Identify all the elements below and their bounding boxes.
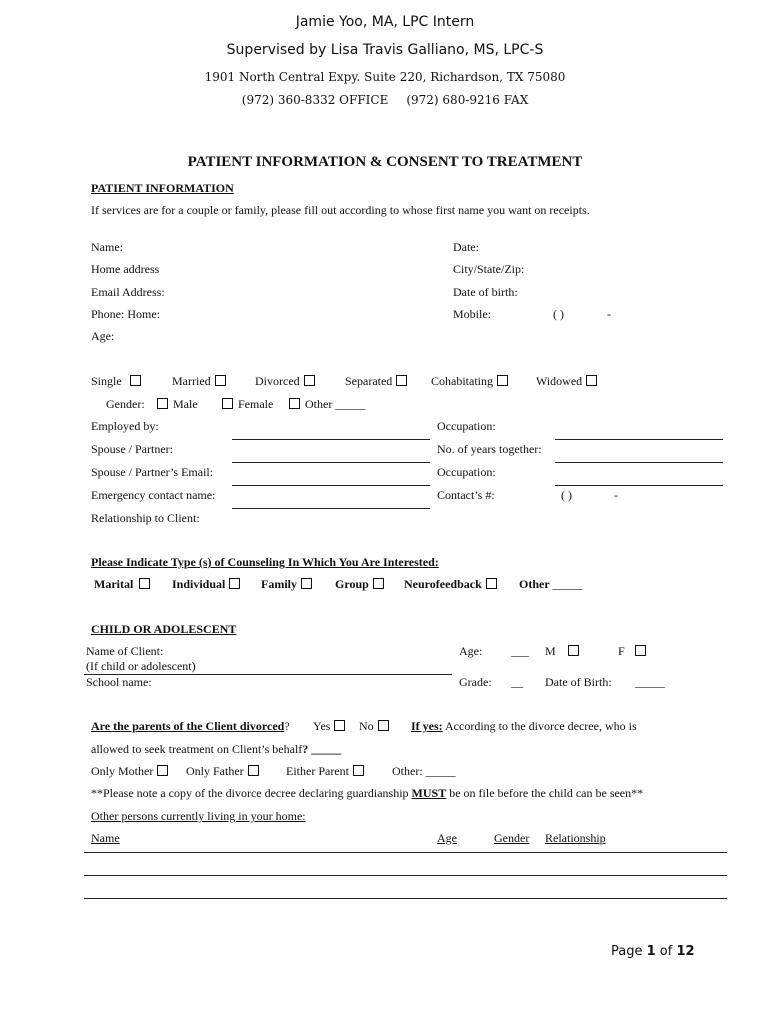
office-phone: (972) 360-8332 OFFICE [241,93,389,107]
date-of-birth-label: Date of birth: [453,285,518,299]
patient-info-heading: PATIENT INFORMATION [91,181,234,195]
decree-text: According to the divorce decree, who is [445,719,637,733]
single-checkbox[interactable] [130,375,141,386]
total-pages: 12 [676,944,695,959]
marital-cohabitating [431,374,508,389]
phone-fax-line [0,93,770,107]
marital-single [91,374,141,389]
separated-label: Separated [345,374,393,388]
note-pre: **Please note a copy of the divorce decree declaring guardianship [91,786,412,800]
child-heading: CHILD OR ADOLESCENT [91,622,237,636]
only-mother [91,764,168,779]
page-number [611,944,695,959]
married-checkbox[interactable] [215,375,226,386]
gender-other [289,397,365,412]
mobile-label: Mobile: [453,307,491,321]
divorced-no-checkbox[interactable] [378,720,389,731]
guardian-other-label: Other: [392,764,423,778]
divorce-question-mark: ? [284,719,290,733]
note-post: be on file before the child can be seen** [446,786,644,800]
m-label: M [545,644,556,658]
contact-dash: - [614,488,618,502]
only-father [186,764,259,779]
client-name-label: Name of Client: [86,644,164,658]
if-yes-label: If yes: [411,719,443,733]
school-name-label: School name: [86,675,152,689]
guardian-other-blank[interactable]: _____ [425,764,456,778]
counseling-group [335,577,384,592]
f-label: F [618,644,625,658]
occupation-line[interactable] [555,439,723,440]
note-must: MUST [411,786,447,800]
counselor-name: Jamie Yoo, MA, LPC Intern [295,14,475,30]
name-label: Name: [91,240,123,254]
allowed-question-mark: ? [302,742,309,756]
child-age-label: Age: [459,644,483,658]
household-col-gender: Gender [494,831,530,845]
marital-married [172,374,226,389]
supervisor-line: Supervised by Lisa Travis Galliano, MS, LPC-S [226,42,544,58]
household-heading: Other persons currently living in your home: [91,809,306,823]
separated-checkbox[interactable] [396,375,407,386]
guardian-other [392,764,456,779]
if-yes-text [411,719,637,734]
office-address: 1901 North Central Expy. Suite 220, Richardson, TX 75080 [204,70,566,84]
marital-widowed [536,374,597,389]
email-label: Email Address: [91,285,165,299]
fax-number: (972) 680-9216 FAX [406,93,529,107]
counseling-neurofeedback-checkbox[interactable] [486,578,497,589]
male-label: Male [173,397,198,411]
divorced-label: Divorced [255,374,300,388]
other-gender-label: Other [305,397,333,411]
only-mother-label: Only Mother [91,764,154,778]
counseling-individual-label: Individual [172,577,226,591]
divorce-question-text: Are the parents of the Client divorced [91,719,285,733]
male-checkbox[interactable] [157,398,168,409]
counseling-individual-checkbox[interactable] [229,578,240,589]
guardianship-note [91,786,643,801]
cohabitating-label: Cohabitating [431,374,493,388]
patient-info-instructions: If services are for a couple or family, please fill out according to whose first name you want on receipts. [91,203,590,217]
household-row-line[interactable] [84,898,727,899]
counseling-family [261,577,312,592]
spouse-occupation-label: Occupation: [437,465,496,479]
f-checkbox[interactable] [635,645,646,656]
divorced-checkbox[interactable] [304,375,315,386]
allowed-treatment [91,742,341,757]
emergency-contact-label: Emergency contact name: [91,488,216,502]
employed-by-label: Employed by: [91,419,159,433]
household-row-line[interactable] [84,852,727,853]
page-word: Page [611,944,647,959]
current-page: 1 [646,944,656,959]
divorced-yes [313,719,345,734]
other-gender-checkbox[interactable] [289,398,300,409]
only-mother-checkbox[interactable] [157,765,168,776]
spouse-email-line[interactable] [232,485,430,486]
contact-number-label: Contact’s #: [437,488,495,502]
counseling-marital [94,577,150,592]
gender-male [157,397,198,412]
of-word: of [655,944,677,959]
occupation-label: Occupation: [437,419,496,433]
spouse-label: Spouse / Partner: [91,442,173,456]
counseling-other-blank[interactable]: _____ [552,577,583,591]
cohabitating-checkbox[interactable] [497,375,508,386]
child-gender-m [545,644,579,659]
counseling-heading: Please Indicate Type (s) of Counseling In Which You Are Interested: [91,555,439,569]
counseling-marital-label: Marital [94,577,134,591]
only-father-label: Only Father [186,764,244,778]
relationship-label: Relationship to Client: [91,511,200,525]
divorced-no-label: No [359,719,374,733]
spouse-email-label: Spouse / Partner’s Email: [91,465,214,479]
mobile-area-code: ( ) [553,307,564,321]
divorce-question [91,719,290,734]
child-dob-blank[interactable]: _____ [635,675,665,689]
household-col-name: Name [91,831,120,845]
age-label: Age: [91,329,115,343]
female-label: Female [238,397,274,411]
spouse-occupation-line[interactable] [555,485,723,486]
female-checkbox[interactable] [222,398,233,409]
only-father-checkbox[interactable] [248,765,259,776]
other-gender-blank[interactable]: _____ [335,397,366,411]
city-state-zip-label: City/State/Zip: [453,262,525,276]
divorced-yes-label: Yes [313,719,331,733]
either-parent-label: Either Parent [286,764,349,778]
counseling-individual [172,577,240,592]
grade-label: Grade: [459,675,492,689]
divorced-no [359,719,389,734]
m-checkbox[interactable] [568,645,579,656]
counseling-family-label: Family [261,577,297,591]
counseling-neurofeedback-label: Neurofeedback [404,577,482,591]
counseling-marital-checkbox[interactable] [139,578,150,589]
divorced-yes-checkbox[interactable] [334,720,345,731]
years-together-label: No. of years together: [437,442,542,456]
date-label: Date: [453,240,479,254]
counseling-neurofeedback [404,577,497,592]
gender-label: Gender: [106,397,145,411]
household-row-line[interactable] [84,875,727,876]
child-gender-f [618,644,646,659]
household-col-age: Age [437,831,457,845]
counseling-group-label: Group [335,577,369,591]
counseling-family-checkbox[interactable] [301,578,312,589]
child-dob-label: Date of Birth: [545,675,612,689]
client-name-note: (If child or adolescent) [86,659,196,673]
married-label: Married [172,374,211,388]
either-parent [286,764,364,779]
grade-blank[interactable]: __ [511,675,523,689]
home-phone-label: Phone: Home: [91,307,160,321]
widowed-checkbox[interactable] [586,375,597,386]
counseling-other-label: Other [519,577,550,591]
allowed-blank[interactable]: _____ [311,742,342,756]
marital-separated [345,374,407,389]
spouse-line[interactable] [232,462,430,463]
allowed-text: allowed to seek treatment on Client’s behalf [91,742,303,756]
single-label: Single [91,374,122,388]
form-title: PATIENT INFORMATION & CONSENT TO TREATMENT [187,154,583,170]
emergency-contact-line[interactable] [232,508,430,509]
mobile-dash: - [607,307,611,321]
contact-area-code: ( ) [561,488,572,502]
widowed-label: Widowed [536,374,583,388]
child-age-blank[interactable]: ___ [511,644,529,658]
employed-by-line[interactable] [232,439,430,440]
gender-female [222,397,273,412]
years-together-line[interactable] [555,462,723,463]
home-address-label: Home address [91,262,160,276]
counseling-group-checkbox[interactable] [373,578,384,589]
counseling-other [519,577,582,592]
marital-divorced [255,374,315,389]
household-col-relationship: Relationship [545,831,606,845]
either-parent-checkbox[interactable] [353,765,364,776]
